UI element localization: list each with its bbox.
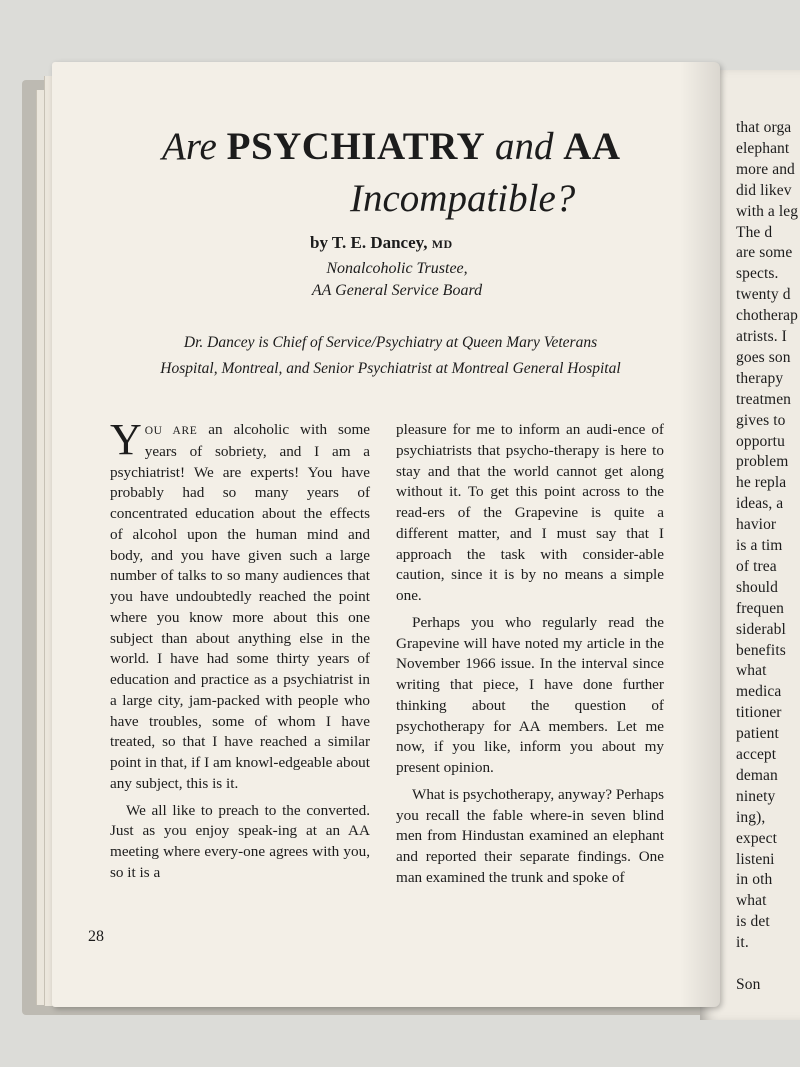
facing-page-line: more and bbox=[736, 160, 795, 178]
facing-page-line: did likev bbox=[736, 181, 792, 199]
facing-page-line: medica bbox=[736, 683, 782, 701]
author-bio bbox=[118, 330, 663, 382]
facing-page-line: listeni bbox=[736, 850, 775, 868]
small-caps-lead: OU ARE bbox=[144, 425, 198, 437]
bio-line-1: Dr. Dancey is Chief of Service/Psychiatry at Queen Mary Veterans bbox=[183, 334, 598, 351]
byline bbox=[310, 233, 453, 253]
facing-page-line: it. bbox=[736, 934, 749, 952]
drop-cap: Y bbox=[110, 415, 142, 464]
facing-page-line: should bbox=[736, 578, 778, 596]
author-role bbox=[282, 258, 512, 302]
byline-author: by T. E. Dancey, bbox=[310, 233, 428, 252]
paragraph-1-text: an alcoholic with some years of sobriety, and I am a psychiatrist! We are experts! You have probably had so many years of concentrated education about the effects of alcohol upon the human mind and body, and you have given such a large number of talks to so many audiences that you have undoubtedly reached the point where you know more about this one subject than about anything else in the world. I have had some thirty years of education and practice as a psychiatrist in a large city, jam-packed with people who have troubles, some of whom I have treated, so that I have reached a similar point in that, if I am knowl-edgeable about any subject, this is it. bbox=[110, 421, 371, 792]
facing-page-line: deman bbox=[736, 766, 778, 784]
facing-page-line: benefits bbox=[736, 641, 786, 659]
facing-page-line: problem bbox=[736, 453, 789, 471]
paragraph-5: What is psychotherapy, anyway? Perhaps you recall the fable where-in seven blind men from Hindustan examined an elephant and reported their separate findings. One man examined the trunk and spoke of bbox=[396, 785, 664, 886]
facing-page-line: expect bbox=[736, 829, 778, 847]
facing-page-line: patient bbox=[736, 725, 779, 743]
facing-page-line: twenty d bbox=[736, 286, 791, 304]
body-column-left bbox=[110, 415, 371, 884]
facing-page-line: that orga bbox=[736, 119, 792, 136]
facing-page-line: titioner bbox=[736, 704, 782, 722]
facing-page-line: siderabl bbox=[736, 620, 786, 638]
article-title-line1 bbox=[162, 124, 632, 170]
page-number: 28 bbox=[88, 928, 104, 945]
facing-page-line: elephant bbox=[736, 139, 790, 157]
facing-page-line: in oth bbox=[736, 871, 773, 889]
facing-page-line: treatmen bbox=[736, 390, 792, 408]
title-main: PSYCHIATRY bbox=[226, 125, 486, 168]
facing-page-line: are some bbox=[736, 244, 793, 262]
byline-degree: MD bbox=[431, 237, 453, 251]
paragraph-2: We all like to preach to the converted. Just as you enjoy speak-ing at an AA meeting where every-one agrees with you, so it is a bbox=[110, 801, 370, 881]
facing-page-line: spects. bbox=[736, 265, 779, 283]
facing-page-line: goes son bbox=[736, 348, 791, 366]
bio-line-2: Hospital, Montreal, and Senior Psychiatrist at Montreal General Hospital bbox=[160, 360, 621, 377]
facing-page-line: Son bbox=[736, 975, 761, 993]
role-line-1: Nonalcoholic Trustee, bbox=[326, 260, 468, 277]
facing-page-line: he repla bbox=[736, 474, 787, 492]
facing-page-line: accept bbox=[736, 746, 777, 763]
facing-page-line: opportu bbox=[736, 432, 785, 450]
facing-page-line: chotherap bbox=[736, 307, 799, 325]
title-prefix: Are bbox=[162, 125, 217, 168]
facing-page-line: atrists. I bbox=[736, 328, 787, 345]
facing-page-line: ing), bbox=[736, 808, 766, 826]
facing-page-line: gives to bbox=[736, 411, 786, 429]
facing-page-line: frequen bbox=[736, 599, 785, 617]
paragraph-3: pleasure for me to inform an audi-ence of psychiatrists that psycho-therapy is here to stay and that the world cannot get along without it. To get this point across to the read-ers of the Grapevine is quite a different matter, and I must say that I approach the task with consider-able caution, since it is by no means a simple one. bbox=[396, 421, 664, 604]
article-title-line2: Incompatible? bbox=[350, 177, 576, 220]
facing-page-line: is a tim bbox=[736, 537, 783, 554]
facing-page-line: ideas, a bbox=[736, 495, 784, 513]
page-gutter bbox=[680, 62, 720, 1007]
facing-page-line: havior bbox=[736, 516, 777, 534]
facing-page-line: what bbox=[736, 662, 767, 680]
paragraph-4: Perhaps you who regularly read the Grapevine will have noted my article in the November 1966 issue. In the interval since writing that piece, I have done further thinking about the question of psychotherapy for AA members. Let me now, if you like, inform you about my present opinion. bbox=[396, 613, 664, 776]
facing-page-line: of trea bbox=[736, 557, 777, 575]
facing-page-line: The d bbox=[736, 223, 773, 241]
title-aa: AA bbox=[563, 125, 621, 168]
facing-page-line: therapy bbox=[736, 369, 784, 387]
facing-page-line: ninety bbox=[736, 787, 776, 805]
paragraph-1 bbox=[110, 415, 371, 795]
facing-page-line: is det bbox=[736, 913, 770, 931]
facing-page-line: with a leg bbox=[736, 202, 799, 220]
title-and: and bbox=[494, 125, 554, 168]
facing-page-line: what bbox=[736, 892, 767, 910]
role-line-2: AA General Service Board bbox=[311, 282, 483, 299]
body-column-right bbox=[396, 420, 664, 889]
